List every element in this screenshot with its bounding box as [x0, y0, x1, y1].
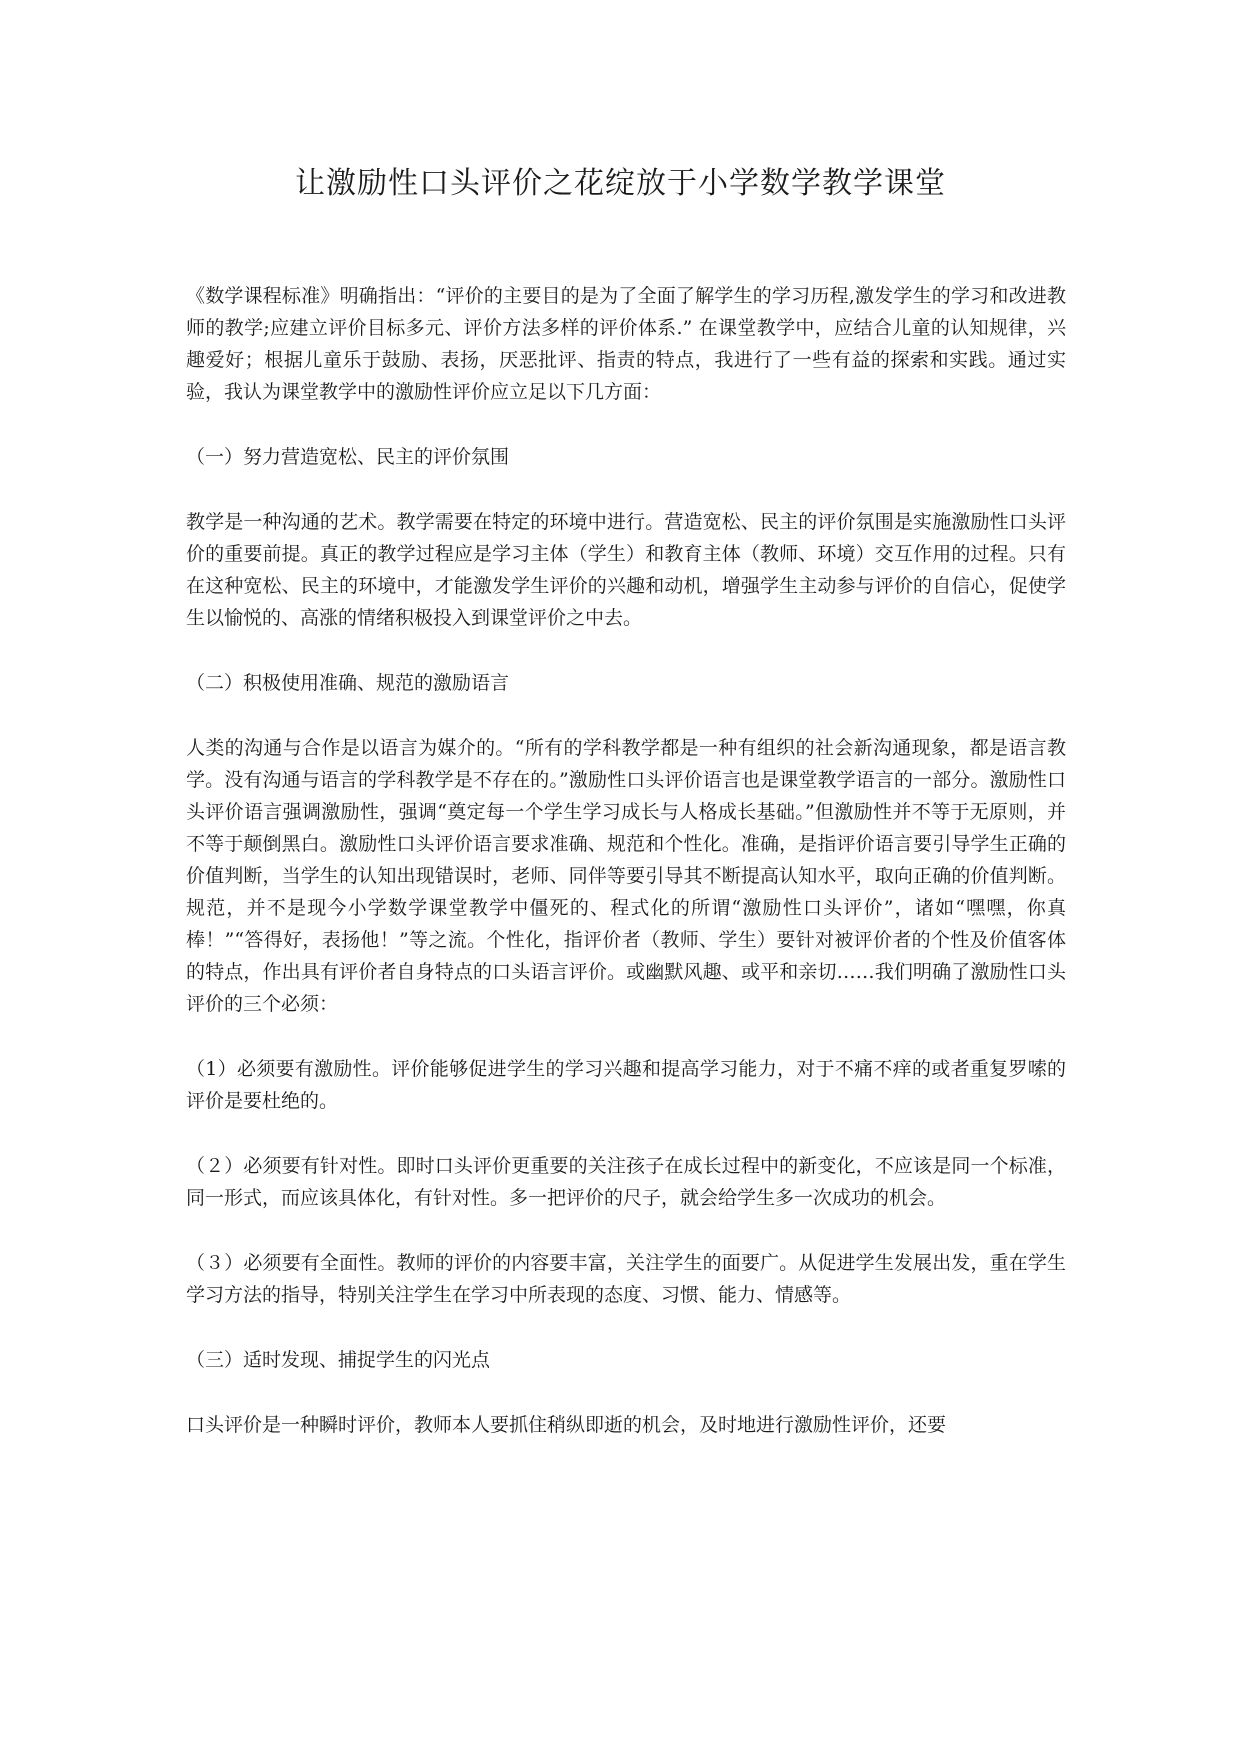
section-heading-2: （二）积极使用准确、规范的激励语言 — [186, 672, 510, 694]
section-heading-3: （三）适时发现、捕捉学生的闪光点 — [186, 1349, 491, 1371]
section-heading-1: （一）努力营造宽松、民主的评价氛围 — [186, 446, 510, 468]
section-3-paragraph: 口头评价是一种瞬时评价，教师本人要抓住稍纵即逝的机会，及时地进行激励性评价，还要 — [186, 1414, 947, 1436]
requirement-1-paragraph: （1）必须要有激励性。评价能够促进学生的学习兴趣和提高学习能力，对于不痛不痒的或者重复罗嗦的评价是要杜绝的。 — [186, 1058, 1066, 1112]
document-body — [186, 280, 1066, 1474]
document-title: 让激励性口头评价之花绽放于小学数学教学课堂 — [295, 166, 946, 201]
section-2-paragraph: 人类的沟通与合作是以语言为媒介的。“所有的学科教学都是一种有组织的社会新沟通现象，都是语言教学。没有沟通与语言的学科教学是不存在的。”激励性口头评价语言也是课堂教学语言的一部分。激励性口头评价语言强调激励性，强调“奠定每一个学生学习成长与人格成长基础。”但激励性并不等于无原则，并不等于颠倒黑白。激励性口头评价语言要求准确、规范和个性化。准确，是指评价语言要引导学生正确的价值判断，当学生的认知出现错误时，老师、同伴等要引导其不断提高认知水平，取向正确的价值判断。规范，并不是现今小学数学课堂教学中僵死的、程式化的所谓“激励性口头评价”，诸如“嘿嘿，你真棒！”“答得好，表扬他！”等之流。个性化，指评价者（教师、学生）要针对被评价者的个性及价值客体的特点，作出具有评价者自身特点的口头语言评价。或幽默风趣、或平和亲切……我们明确了激励性口头评价的三个必须： — [186, 737, 1066, 1015]
requirement-3-paragraph: （３）必须要有全面性。教师的评价的内容要丰富，关注学生的面要广。从促进学生发展出发，重在学生学习方法的指导，特别关注学生在学习中所表现的态度、习惯、能力、情感等。 — [186, 1252, 1066, 1306]
requirement-2-paragraph: （２）必须要有针对性。即时口头评价更重要的关注孩子在成长过程中的新变化，不应该是同一个标准，同一形式，而应该具体化，有针对性。多一把评价的尺子，就会给学生多一次成功的机会。 — [186, 1155, 1066, 1209]
section-1-paragraph: 教学是一种沟通的艺术。教学需要在特定的环境中进行。营造宽松、民主的评价氛围是实施激励性口头评价的重要前提。真正的教学过程应是学习主体（学生）和教育主体（教师、环境）交互作用的过程。只有在这种宽松、民主的环境中，才能激发学生评价的兴趣和动机，增强学生主动参与评价的自信心，促使学生以愉悦的、高涨的情绪积极投入到课堂评价之中去。 — [186, 511, 1066, 629]
intro-paragraph: 《数学课程标准》明确指出：“评价的主要目的是为了全面了解学生的学习历程,激发学生的学习和改进教师的教学;应建立评价目标多元、评价方法多样的评价体系.” 在课堂教学中，应结合儿童的认知规律，兴趣爱好；根据儿童乐于鼓励、表扬，厌恶批评、指责的特点，我进行了一些有益的探索和实践。通过实验，我认为课堂教学中的激励性评价应立足以下几方面： — [186, 285, 1066, 403]
